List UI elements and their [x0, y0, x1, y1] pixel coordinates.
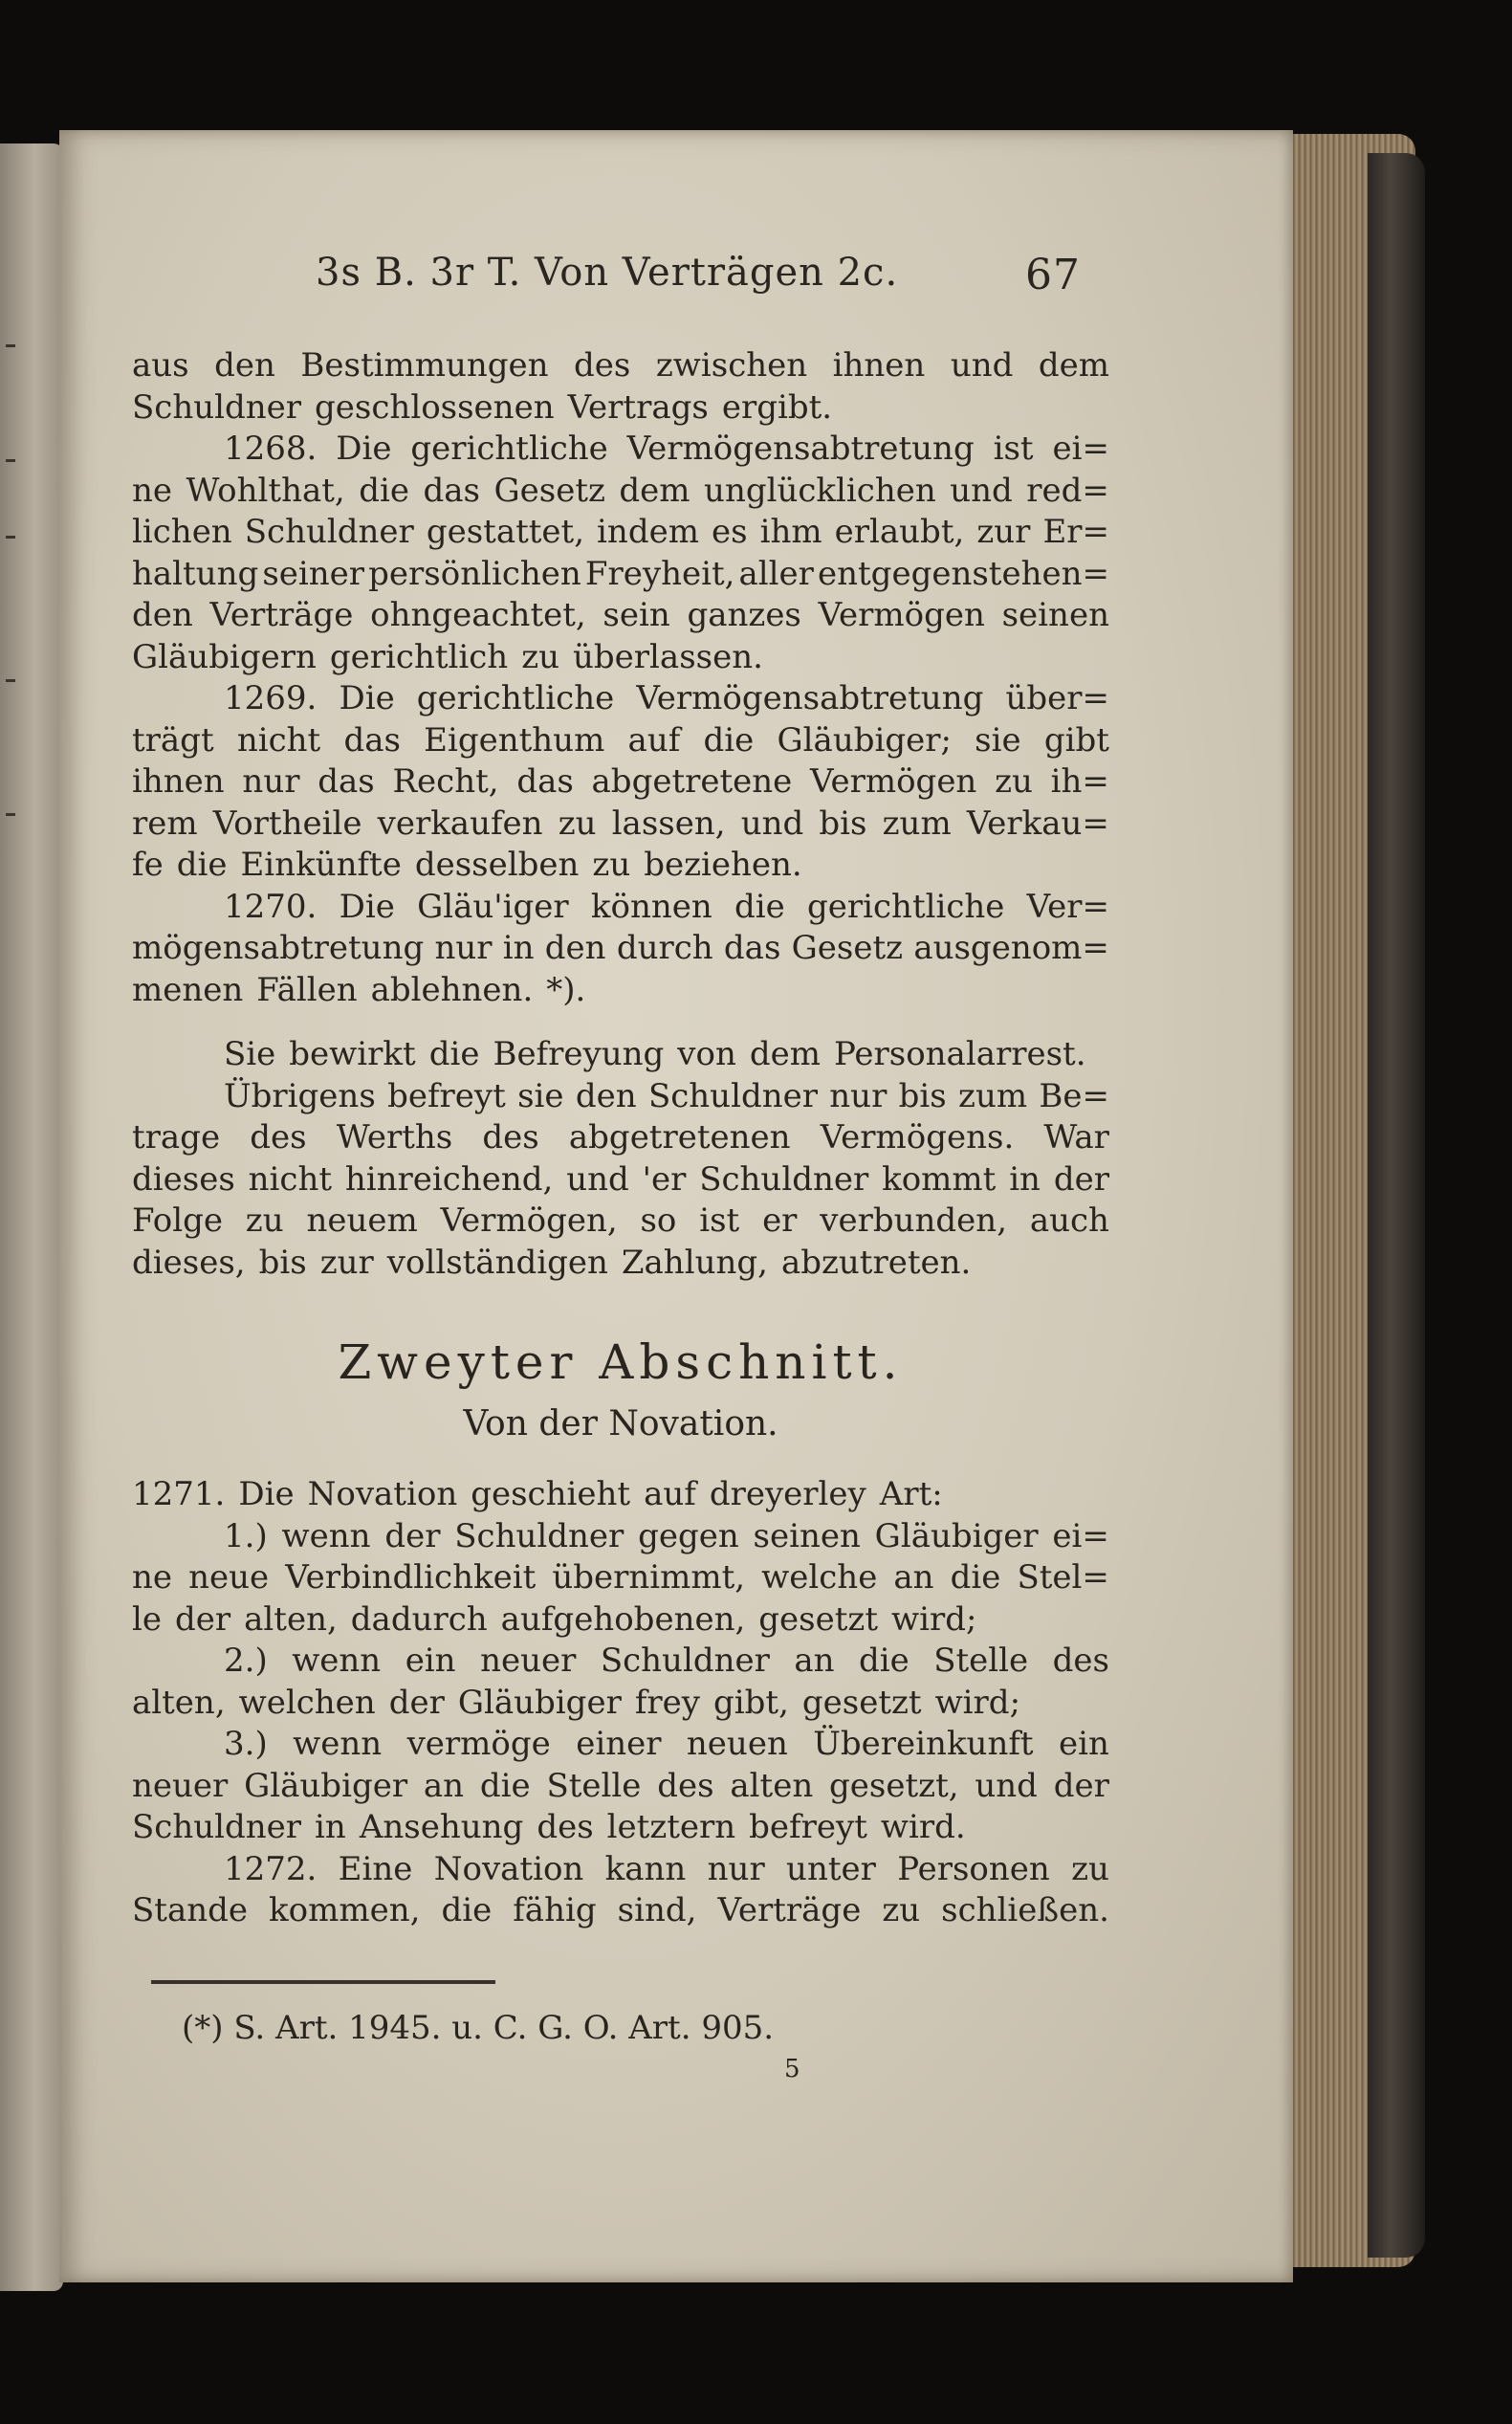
- text-line: Übrigens befreyt sie den Schuldner nur bis zum Be=: [224, 1076, 1109, 1115]
- text-line: ne Wohlthat, die das Gesetz dem unglücklichen und red=: [132, 471, 1109, 510]
- edge-mark: [6, 344, 15, 347]
- running-head: 3s B. 3r T. Von Verträgen 2c.: [316, 251, 899, 295]
- page-number: 67: [1025, 251, 1081, 299]
- text-line: neuer Gläubiger an die Stelle des alten gesetzt, und der: [132, 1766, 1109, 1805]
- text-line: aus den Bestimmungen des zwischen ihnen und dem: [132, 346, 1109, 385]
- text-line: le der alten, dadurch aufgehobenen, gesetzt wird;: [132, 1599, 977, 1639]
- text-line: ne neue Verbindlichkeit übernimmt, welche an die Stel=: [132, 1558, 1109, 1597]
- running-header: [316, 251, 1081, 308]
- text-line: 1269. Die gerichtliche Vermögensabtretung über=: [224, 679, 1109, 717]
- text-line: 1268. Die gerichtliche Vermögensabtretung ist ei=: [224, 430, 1109, 468]
- edge-mark: [6, 459, 15, 462]
- text-line: mögensabtretung nur in den durch das Gesetz ausgenom=: [132, 929, 1109, 967]
- text-line: Sie bewirkt die Befreyung von dem Personalarrest.: [224, 1035, 1086, 1073]
- footnote: (*) S. Art. 1945. u. C. G. O. Art. 905.: [182, 2009, 775, 2047]
- section-title: Zweyter Abschnitt.: [338, 1334, 904, 1390]
- text-line: rem Vortheile verkaufen zu lassen, und bis zum Verkau=: [132, 804, 1109, 843]
- text-line: Schuldner geschlossenen Vertrags ergibt.: [132, 387, 833, 427]
- text-line: 1271. Die Novation geschieht auf dreyerley Art:: [132, 1475, 943, 1513]
- section-subtitle: Von der Novation.: [463, 1404, 778, 1443]
- text-line: fe die Einkünfte desselben zu beziehen.: [132, 846, 802, 884]
- text-line: Folge zu neuem Vermögen, so ist er verbunden, auch: [132, 1201, 1109, 1240]
- text-line: 3.) wenn vermöge einer neuen Übereinkunft ein: [224, 1725, 1109, 1763]
- book-cover: [1368, 153, 1425, 2258]
- text-line: alten, welchen der Gläubiger frey gibt, gesetzt wird;: [132, 1683, 1021, 1722]
- text-line: dieses, bis zur vollständigen Zahlung, abzutreten.: [132, 1243, 972, 1282]
- text-line: menen Fällen ablehnen. *).: [132, 970, 586, 1009]
- text-line: 1.) wenn der Schuldner gegen seinen Gläubiger ei=: [224, 1516, 1109, 1555]
- text-line: Gläubigern gerichtlich zu überlassen.: [132, 637, 763, 676]
- text-line: Schuldner in Ansehung des letztern befreyt wird.: [132, 1808, 966, 1846]
- text-line: 1272. Eine Novation kann nur unter Personen zu: [224, 1849, 1109, 1888]
- text-line: ihnen nur das Recht, das abgetretene Vermögen zu ih=: [132, 762, 1109, 801]
- text-line: haltung seiner persönlichen Freyheit, aller entgegenstehen=: [132, 554, 1109, 593]
- text-line: trägt nicht das Eigenthum auf die Gläubiger; sie gibt: [132, 720, 1109, 760]
- text-line: lichen Schuldner gestattet, indem es ihm erlaubt, zur Er=: [132, 513, 1109, 551]
- text-line: 1270. Die Gläu'iger können die gerichtliche Ver=: [224, 887, 1109, 926]
- text-line: Stande kommen, die fähig sind, Verträge zu schließen.: [132, 1891, 1109, 1929]
- edge-mark: [6, 536, 15, 539]
- footnote-rule: [151, 1980, 495, 1984]
- text-line: trage des Werths des abgetretenen Vermögens. War: [132, 1118, 1109, 1157]
- left-page-edge: [0, 143, 63, 2291]
- text-line: den Verträge ohngeachtet, sein ganzes Vermögen seinen: [132, 596, 1109, 634]
- edge-mark: [6, 813, 15, 816]
- signature-mark: 5: [784, 2055, 800, 2083]
- edge-mark: [6, 679, 15, 682]
- text-line: dieses nicht hinreichend, und 'er Schuldner kommt in der: [132, 1159, 1109, 1199]
- text-line: 2.) wenn ein neuer Schuldner an die Stelle des: [224, 1642, 1109, 1680]
